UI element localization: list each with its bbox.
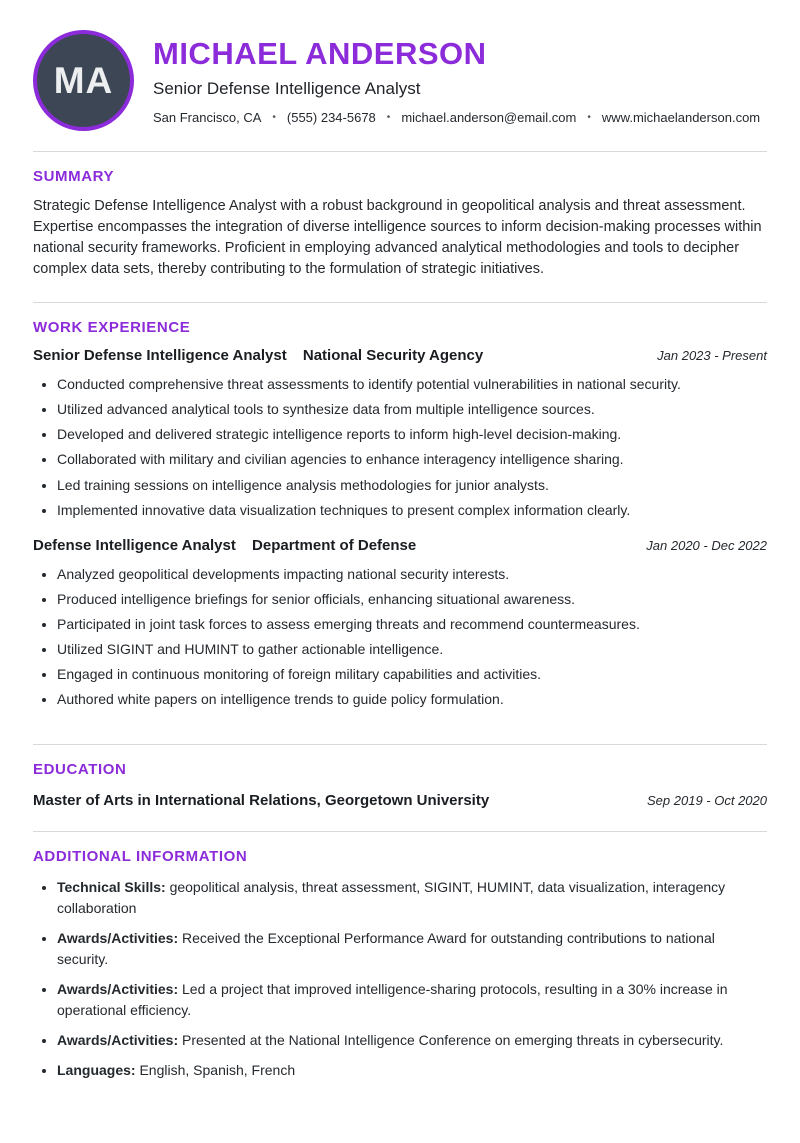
education-section [33,761,767,809]
dot-separator-icon: • [386,112,391,123]
dot-separator-icon: • [587,112,591,123]
bullet-item: • Developed and delivered strategic intelligence reports to inform high-level decision-making. [57,423,767,445]
summary-section [33,168,767,280]
info-label: Awards/Activities: [57,1032,179,1049]
bullet-item: • Collaborated with military and civilian agencies to enhance interagency intelligence sharing. [57,448,767,470]
avatar-initials: MA [53,59,114,101]
info-label: Awards/Activities: [57,930,179,947]
job-header [33,537,767,554]
info-item [57,1030,767,1051]
contact-location: San Francisco, CA [153,110,262,125]
bullet-item: • Authored white papers on intelligence trends to guide policy formulation. [57,688,767,710]
job-dates: Jan 2020 - Dec 2022 [646,537,767,553]
job-dates: Jan 2023 - Present [657,348,767,364]
contact-phone: (555) 234-5678 [286,110,376,125]
info-item [57,928,767,970]
avatar [33,30,134,131]
education-heading: EDUCATION [33,761,127,779]
job-title: Senior Defense Intelligence Analyst [33,347,287,365]
info-text: Received the Exceptional Performance Award for outstanding contributions to national security. [57,930,715,968]
info-text: English, Spanish, French [139,1062,296,1079]
bullet-item: • Analyzed geopolitical developments impacting national security interests. [57,563,767,585]
education-entry [33,792,767,809]
dot-separator-icon: • [272,112,276,123]
bullet-item: • Engaged in continuous monitoring of foreign military capabilities and activities. [57,663,767,685]
info-item [57,1060,767,1081]
additional-info-heading: ADDITIONAL INFORMATION [33,848,248,866]
job-bullet-list [57,563,767,711]
bullet-item: • Implemented innovative data visualization techniques to present complex information clearly. [57,499,767,521]
job-title-row [33,347,483,364]
info-item [57,877,767,919]
info-item [57,979,767,1021]
job-entry [33,347,767,521]
job-entry [33,537,767,711]
resume-header [33,26,767,151]
job-title: Defense Intelligence Analyst [33,536,236,554]
candidate-name: MICHAEL ANDERSON [153,36,487,71]
section-divider [33,744,767,745]
job-bullet-list [57,373,767,521]
experience-section [33,319,767,710]
bullet-item: • Led training sessions on intelligence analysis methodologies for junior analysts. [57,474,767,496]
info-label: Technical Skills: [57,879,166,896]
experience-heading: WORK EXPERIENCE [33,319,191,337]
job-title-row [33,537,416,554]
bullet-item: • Participated in joint task forces to assess emerging threats and recommend countermeasures. [57,613,767,635]
summary-text: Strategic Defense Intelligence Analyst with a robust background in geopolitical analysis and threat assessment. Expertise encompasses the integration of diverse intelligence sources to inform decision-making processes within national security frameworks. Proficient in employing advanced analytical methodologies and tools to decipher complex data sets, thereby contributing to the formulation of strategic initiatives. [33,198,762,278]
candidate-title: Senior Defense Intelligence Analyst [153,79,421,98]
job-company: Department of Defense [252,536,417,554]
bullet-item: • Utilized advanced analytical tools to synthesize data from multiple intelligence sources. [57,398,767,420]
section-divider [33,831,767,832]
contact-row [153,110,767,125]
section-divider [33,302,767,303]
info-text: Presented at the National Intelligence Conference on emerging threats in cybersecurity. [182,1032,724,1049]
info-label: Awards/Activities: [57,981,179,998]
summary-heading: SUMMARY [33,168,115,185]
contact-email-link[interactable]: michael.anderson@email.com [401,110,577,125]
header-text [153,36,767,125]
additional-info-list [57,877,767,1081]
section-divider [33,151,767,152]
education-degree: Master of Arts in International Relations, Georgetown University [33,792,490,810]
job-company: National Security Agency [302,347,484,365]
job-header [33,347,767,364]
bullet-item: • Produced intelligence briefings for senior officials, enhancing situational awareness. [57,588,767,610]
contact-website-link[interactable]: www.michaelanderson.com [601,110,761,125]
info-text: Led a project that improved intelligence-sharing protocols, resulting in a 30% increase in operational efficiency. [57,981,728,1019]
info-text: geopolitical analysis, threat assessment, SIGINT, HUMINT, data visualization, interagency collaboration [57,879,726,917]
additional-info-section [33,848,767,1081]
bullet-item: • Utilized SIGINT and HUMINT to gather actionable intelligence. [57,638,767,660]
info-label: Languages: [57,1062,136,1079]
bullet-item: • Conducted comprehensive threat assessments to identify potential vulnerabilities in national security. [57,373,767,395]
education-dates: Sep 2019 - Oct 2020 [647,793,767,809]
